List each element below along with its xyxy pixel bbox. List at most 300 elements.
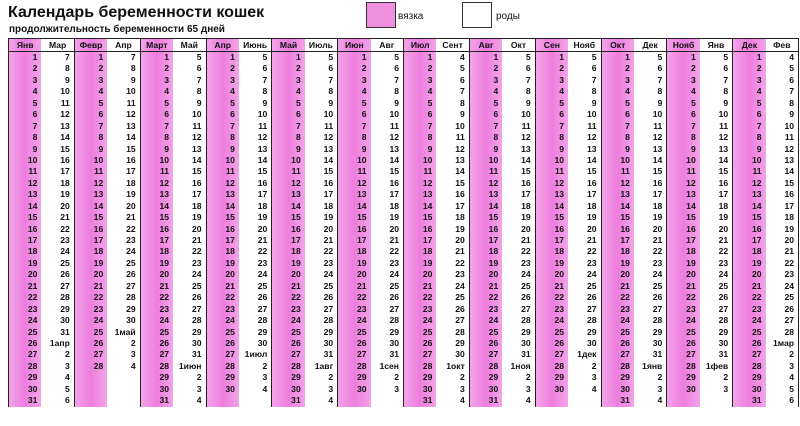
- birth-day-cell: 28: [455, 326, 465, 337]
- birth-day-cell: 9: [525, 97, 531, 108]
- birth-day-cell: 6: [789, 395, 794, 406]
- mating-day-cell: 4: [361, 86, 367, 97]
- mating-day-cell: 29: [752, 372, 762, 383]
- birth-day-cell: 23: [126, 235, 136, 245]
- birth-day-cell: 20: [60, 200, 70, 211]
- birth-day-cell: 29: [455, 337, 465, 348]
- birth-column: [766, 39, 798, 407]
- mating-day-cell: 19: [554, 257, 565, 268]
- birth-day-cell: 28: [652, 315, 663, 326]
- mating-day-cell: 9: [361, 143, 367, 154]
- mating-column: [404, 39, 436, 407]
- mating-day-cell: 7: [98, 120, 104, 131]
- birth-day-cell: 20: [191, 223, 202, 234]
- birth-day-cell: 28: [784, 326, 794, 337]
- month-pair: [470, 38, 536, 407]
- mating-day-cell: 1: [427, 52, 433, 62]
- mating-day-cell: 2: [690, 63, 696, 74]
- mating-day-cell: 13: [159, 189, 170, 200]
- mating-day-cell: 5: [361, 97, 367, 108]
- birth-day-cell: 8: [657, 86, 663, 97]
- mating-day-cell: 12: [27, 177, 38, 188]
- mating-day-cell: 22: [291, 292, 301, 303]
- birth-day-cell: 1ноя: [510, 360, 531, 371]
- mating-day-cell: 8: [295, 132, 301, 143]
- mating-day-cell: 11: [620, 166, 630, 177]
- birth-day-cell: 19: [257, 212, 268, 223]
- mating-day-cell: 4: [295, 86, 301, 97]
- mating-column: [470, 39, 502, 407]
- mating-day-cell: 14: [159, 200, 170, 211]
- mating-day-cell: 16: [488, 223, 499, 234]
- birth-day-cell: 16: [389, 177, 399, 188]
- birth-month-header: Июль: [305, 39, 337, 52]
- mating-day-cell: 18: [422, 246, 433, 257]
- birth-day-cell: 10: [126, 86, 136, 97]
- mating-day-cell: 12: [620, 177, 630, 188]
- birth-day-cell: 25: [191, 280, 202, 291]
- mating-day-cell: 22: [159, 292, 170, 303]
- mating-day-cell: 27: [554, 349, 565, 360]
- mating-day-cell: 16: [225, 223, 235, 234]
- mating-day-cell: 15: [620, 212, 630, 223]
- birth-day-cell: 12: [586, 132, 597, 143]
- mating-day-cell: 4: [625, 86, 630, 97]
- birth-day-cell: 2: [130, 337, 136, 348]
- birth-day-cell: 6: [723, 63, 729, 74]
- mating-day-cell: 5: [230, 97, 235, 108]
- mating-day-cell: 18: [620, 246, 630, 257]
- birth-day-cell: 19: [455, 223, 465, 234]
- mating-day-cell: 21: [554, 280, 565, 291]
- birth-day-cell: 14: [784, 166, 794, 177]
- birth-day-cell: 2: [394, 372, 399, 383]
- mating-day-cell: 22: [620, 292, 630, 303]
- birth-day-cell: 29: [323, 326, 334, 337]
- mating-day-cell: 16: [752, 223, 762, 234]
- mating-day-cell: 12: [554, 177, 565, 188]
- birth-day-cell: 3: [657, 383, 663, 394]
- birth-day-cell: 16: [257, 177, 268, 188]
- birth-day-cell: 21: [191, 235, 202, 245]
- mating-day-cell: 23: [686, 303, 696, 314]
- birth-day-cell: 29: [718, 326, 729, 337]
- mating-day-cell: 28: [554, 360, 565, 371]
- birth-day-cell: 13: [126, 120, 136, 131]
- birth-day-cell: 24: [455, 280, 465, 291]
- mating-day-cell: 29: [554, 372, 565, 383]
- mating-day-cell: 9: [756, 143, 762, 154]
- mating-day-cell: 22: [422, 292, 433, 303]
- birth-day-cell: 1авг: [314, 360, 334, 371]
- mating-day-cell: 27: [291, 349, 301, 360]
- birth-day-cell: 8: [65, 63, 70, 74]
- birth-day-cell: 26: [784, 303, 794, 314]
- mating-day-cell: 18: [93, 246, 104, 257]
- mating-day-cell: 16: [159, 223, 170, 234]
- birth-day-cell: 16: [126, 154, 136, 165]
- birth-day-cell: 17: [652, 189, 663, 200]
- mating-month-header: Июл: [404, 39, 436, 52]
- birth-day-cell: 4: [657, 395, 663, 406]
- mating-month-header: Февр: [75, 39, 107, 52]
- mating-day-cell: 26: [686, 337, 696, 348]
- birth-day-cell: 18: [455, 212, 465, 223]
- birth-day-cell: 18: [60, 177, 70, 188]
- mating-day-cell: 5: [427, 97, 433, 108]
- mating-day-cell: 17: [620, 235, 630, 245]
- mating-day-cell: 16: [686, 223, 696, 234]
- birth-day-cell: 21: [323, 235, 334, 245]
- birth-day-cell: 10: [718, 109, 729, 120]
- mating-column: [733, 39, 765, 407]
- mating-day-cell: 5: [625, 97, 630, 108]
- mating-day-cell: 24: [93, 315, 104, 326]
- birth-day-cell: 4: [460, 52, 465, 62]
- birth-day-cell: 15: [784, 177, 794, 188]
- birth-day-cell: 17: [718, 189, 729, 200]
- mating-day-cell: 20: [93, 269, 104, 280]
- mating-day-cell: 13: [27, 189, 38, 200]
- mating-day-cell: 13: [554, 189, 565, 200]
- birth-day-cell: 31: [323, 349, 334, 360]
- birth-day-cell: 9: [460, 109, 465, 120]
- mating-day-cell: 15: [752, 212, 762, 223]
- mating-day-cell: 1: [230, 52, 235, 62]
- mating-day-cell: 27: [488, 349, 499, 360]
- birth-day-cell: 19: [521, 212, 531, 223]
- mating-day-cell: 29: [159, 372, 170, 383]
- mating-day-cell: 6: [295, 109, 301, 120]
- mating-day-cell: 25: [27, 326, 38, 337]
- birth-day-cell: 29: [652, 326, 663, 337]
- birth-day-cell: 2: [657, 372, 663, 383]
- mating-day-cell: 12: [225, 177, 235, 188]
- mating-month-header: Авг: [470, 39, 502, 52]
- mating-day-cell: 25: [93, 326, 104, 337]
- mating-day-cell: 13: [225, 189, 235, 200]
- mating-day-cell: 30: [686, 383, 696, 394]
- mating-day-cell: 24: [554, 315, 565, 326]
- mating-day-cell: 3: [361, 74, 367, 85]
- mating-day-cell: 28: [27, 360, 38, 371]
- mating-day-cell: 9: [559, 143, 565, 154]
- mating-day-cell: 28: [159, 360, 170, 371]
- mating-column: [667, 39, 699, 407]
- birth-day-cell: 22: [455, 257, 465, 268]
- birth-day-cell: 27: [257, 303, 268, 314]
- mating-day-cell: 5: [559, 97, 565, 108]
- birth-day-cell: 31: [718, 349, 729, 360]
- birth-day-cell: 4: [130, 360, 136, 371]
- birth-day-cell: 26: [257, 292, 268, 303]
- birth-day-cell: 7: [328, 74, 334, 85]
- birth-day-cell: 24: [60, 246, 70, 257]
- birth-day-cell: 8: [789, 97, 794, 108]
- birth-day-cell: 5: [723, 52, 729, 62]
- mating-day-cell: 19: [225, 257, 235, 268]
- mating-day-cell: 16: [93, 223, 104, 234]
- mating-day-cell: 9: [98, 143, 104, 154]
- mating-day-cell: 7: [756, 120, 762, 131]
- birth-day-cell: 18: [521, 200, 531, 211]
- birth-day-cell: 20: [323, 223, 334, 234]
- mating-day-cell: 18: [686, 246, 696, 257]
- mating-day-cell: 30: [422, 383, 433, 394]
- birth-day-cell: 13: [389, 143, 399, 154]
- mating-day-cell: 20: [752, 269, 762, 280]
- mating-day-cell: 25: [422, 326, 433, 337]
- birth-day-cell: 5: [394, 52, 399, 62]
- mating-day-cell: 3: [625, 74, 630, 85]
- mating-day-cell: 28: [686, 360, 696, 371]
- birth-day-cell: 18: [586, 200, 597, 211]
- birth-day-cell: 15: [60, 143, 70, 154]
- mating-day-cell: 26: [357, 337, 367, 348]
- mating-day-cell: 19: [620, 257, 630, 268]
- mating-day-cell: 21: [752, 280, 762, 291]
- birth-day-cell: 21: [257, 235, 268, 245]
- mating-day-cell: 2: [625, 63, 630, 74]
- mating-day-cell: 15: [27, 212, 38, 223]
- birth-day-cell: 10: [389, 109, 399, 120]
- mating-day-cell: 24: [225, 315, 235, 326]
- birth-day-cell: 19: [191, 212, 202, 223]
- mating-day-cell: 11: [489, 166, 499, 177]
- mating-day-cell: 1: [493, 52, 499, 62]
- birth-day-cell: 8: [525, 86, 531, 97]
- mating-day-cell: 27: [620, 349, 630, 360]
- birth-day-cell: 14: [455, 166, 465, 177]
- birth-day-cell: 1сен: [379, 360, 399, 371]
- birth-day-cell: 7: [723, 74, 729, 85]
- birth-day-cell: 28: [126, 292, 136, 303]
- birth-day-cell: 13: [191, 143, 202, 154]
- birth-day-cell: 2: [723, 372, 729, 383]
- birth-day-cell: 10: [60, 86, 70, 97]
- mating-month-header: Окт: [602, 39, 634, 52]
- mating-column: [9, 39, 41, 407]
- birth-day-cell: 24: [586, 269, 597, 280]
- birth-day-cell: 7: [196, 74, 202, 85]
- mating-day-cell: 17: [686, 235, 696, 245]
- birth-day-cell: 1окт: [446, 360, 465, 371]
- birth-day-cell: 19: [126, 189, 136, 200]
- birth-day-cell: 15: [257, 166, 268, 177]
- birth-day-cell: 12: [126, 109, 136, 120]
- birth-day-cell: 1янв: [642, 360, 663, 371]
- birth-day-cell: 24: [126, 246, 136, 257]
- mating-day-cell: 20: [554, 269, 565, 280]
- birth-day-cell: 17: [586, 189, 597, 200]
- birth-day-cell: 20: [586, 223, 597, 234]
- mating-day-cell: 6: [230, 109, 235, 120]
- birth-day-cell: 1апр: [49, 337, 70, 348]
- birth-day-cell: 5: [789, 63, 794, 74]
- birth-day-cell: 11: [126, 97, 136, 108]
- birth-day-cell: 24: [257, 269, 268, 280]
- birth-day-cell: 29: [191, 326, 202, 337]
- birth-day-cell: 27: [586, 303, 597, 314]
- mating-day-cell: 26: [620, 337, 630, 348]
- mating-day-cell: 28: [422, 360, 433, 371]
- birth-month-header: Фев: [766, 39, 798, 52]
- birth-day-cell: 15: [718, 166, 729, 177]
- mating-day-cell: 23: [291, 303, 301, 314]
- birth-day-cell: 11: [587, 120, 597, 131]
- birth-month-header: Июнь: [239, 39, 271, 52]
- birth-day-cell: 15: [389, 166, 399, 177]
- mating-day-cell: 26: [752, 337, 762, 348]
- mating-day-cell: 3: [98, 74, 104, 85]
- mating-day-cell: 26: [93, 337, 104, 348]
- mating-day-cell: 4: [756, 86, 762, 97]
- birth-day-cell: 1дек: [577, 349, 597, 360]
- birth-day-cell: 15: [126, 143, 136, 154]
- birth-column: [305, 39, 337, 407]
- mating-day-cell: 11: [686, 166, 696, 177]
- mating-day-cell: 13: [620, 189, 630, 200]
- month-pair: [602, 38, 668, 407]
- mating-day-cell: 7: [427, 120, 433, 131]
- mating-day-cell: 4: [427, 86, 433, 97]
- mating-day-cell: 1: [756, 52, 762, 62]
- birth-day-cell: 14: [652, 154, 663, 165]
- mating-day-cell: 14: [291, 200, 301, 211]
- mating-month-header: Май: [272, 39, 304, 52]
- birth-day-cell: 17: [126, 166, 136, 177]
- mating-day-cell: 24: [291, 315, 301, 326]
- birth-day-cell: 28: [191, 315, 202, 326]
- birth-day-cell: 14: [586, 154, 597, 165]
- birth-day-cell: 25: [455, 292, 465, 303]
- mating-day-cell: 17: [159, 235, 170, 245]
- birth-day-cell: 18: [389, 200, 399, 211]
- birth-day-cell: 25: [60, 257, 70, 268]
- birth-day-cell: 16: [323, 177, 334, 188]
- mating-day-cell: 20: [27, 269, 38, 280]
- mating-day-cell: 21: [159, 280, 170, 291]
- mating-day-cell: 10: [27, 154, 38, 165]
- mating-day-cell: 26: [422, 337, 433, 348]
- birth-day-cell: 9: [657, 97, 663, 108]
- birth-day-cell: 8: [460, 97, 465, 108]
- birth-day-cell: 13: [60, 120, 70, 131]
- birth-day-cell: 3: [196, 383, 202, 394]
- mating-day-cell: 6: [32, 109, 38, 120]
- mating-day-cell: 12: [357, 177, 367, 188]
- mating-day-cell: 17: [225, 235, 235, 245]
- mating-day-cell: 13: [422, 189, 433, 200]
- birth-day-cell: 25: [718, 280, 729, 291]
- mating-month-header: Июн: [338, 39, 370, 52]
- birth-day-cell: 11: [258, 120, 268, 131]
- birth-day-cell: 23: [652, 257, 663, 268]
- mating-day-cell: 28: [291, 360, 301, 371]
- mating-day-cell: 2: [361, 63, 367, 74]
- birth-day-cell: 30: [455, 349, 465, 360]
- birth-day-cell: 21: [521, 235, 531, 245]
- birth-day-cell: 20: [126, 200, 136, 211]
- mating-day-cell: 25: [620, 326, 630, 337]
- birth-day-cell: 9: [328, 97, 334, 108]
- birth-day-cell: 26: [586, 292, 597, 303]
- mating-day-cell: 24: [752, 315, 762, 326]
- birth-day-cell: 8: [328, 86, 334, 97]
- mating-day-cell: 10: [554, 154, 565, 165]
- birth-month-header: Дек: [634, 39, 666, 52]
- mating-day-cell: 4: [493, 86, 499, 97]
- mating-day-cell: 10: [422, 154, 433, 165]
- mating-day-cell: 2: [559, 63, 565, 74]
- birth-day-cell: 29: [257, 326, 268, 337]
- birth-day-cell: 12: [455, 143, 465, 154]
- mating-day-cell: 2: [98, 63, 104, 74]
- birth-day-cell: 10: [784, 120, 794, 131]
- birth-day-cell: 10: [191, 109, 202, 120]
- birth-day-cell: 7: [789, 86, 794, 97]
- mating-day-cell: 5: [690, 97, 696, 108]
- mating-day-cell: 18: [159, 246, 170, 257]
- mating-day-cell: 21: [422, 280, 433, 291]
- mating-day-cell: 7: [559, 120, 565, 131]
- mating-month-header: Сен: [536, 39, 568, 52]
- birth-day-cell: 12: [784, 143, 794, 154]
- mating-day-cell: 15: [225, 212, 235, 223]
- mating-day-cell: 11: [159, 166, 170, 177]
- birth-day-cell: 18: [784, 212, 794, 223]
- mating-day-cell: 19: [488, 257, 499, 268]
- birth-day-cell: 21: [60, 212, 70, 223]
- birth-day-cell: 23: [323, 257, 334, 268]
- mating-day-cell: 31: [27, 395, 38, 406]
- birth-day-cell: 21: [455, 246, 465, 257]
- month-pair: [207, 38, 273, 407]
- mating-day-cell: 5: [98, 97, 104, 108]
- mating-day-cell: 19: [357, 257, 367, 268]
- mating-day-cell: 7: [690, 120, 696, 131]
- birth-day-cell: 1май: [114, 326, 136, 337]
- mating-column: [602, 39, 634, 407]
- birth-day-cell: 2: [328, 372, 334, 383]
- mating-day-cell: 29: [27, 372, 38, 383]
- mating-day-cell: 23: [225, 303, 235, 314]
- mating-day-cell: 22: [27, 292, 38, 303]
- birth-day-cell: 19: [586, 212, 597, 223]
- mating-day-cell: 23: [159, 303, 170, 314]
- mating-day-cell: 26: [554, 337, 565, 348]
- page-subtitle: продолжительность беременности 65 дней: [9, 24, 225, 35]
- birth-day-cell: 1июл: [244, 349, 268, 360]
- calendar-table: [8, 38, 799, 407]
- mating-day-cell: 6: [164, 109, 170, 120]
- mating-day-cell: 3: [559, 74, 565, 85]
- birth-day-cell: 7: [394, 74, 399, 85]
- birth-day-cell: 8: [723, 86, 729, 97]
- mating-day-cell: 18: [752, 246, 762, 257]
- birth-day-cell: 5: [657, 52, 663, 62]
- mating-day-cell: 7: [295, 120, 301, 131]
- mating-day-cell: 7: [625, 120, 630, 131]
- mating-day-cell: 14: [752, 200, 762, 211]
- mating-day-cell: 14: [225, 200, 235, 211]
- mating-day-cell: 30: [291, 383, 301, 394]
- birth-day-cell: 23: [60, 235, 70, 245]
- mating-day-cell: 30: [159, 383, 170, 394]
- mating-day-cell: 3: [230, 74, 235, 85]
- birth-day-cell: 25: [586, 280, 597, 291]
- mating-day-cell: 15: [422, 212, 433, 223]
